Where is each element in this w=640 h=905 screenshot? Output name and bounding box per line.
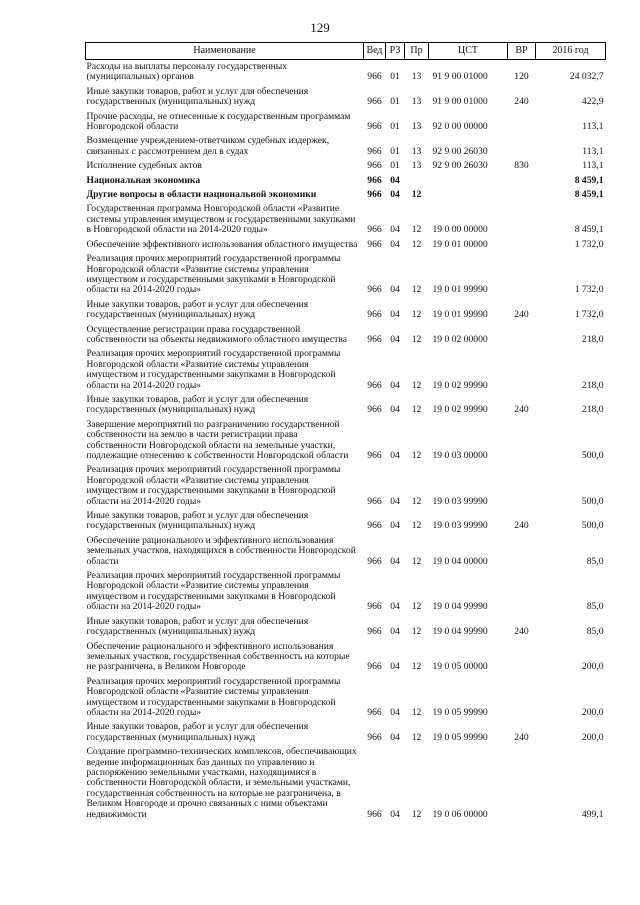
table-cell-pr: 12 [411,555,422,567]
table-cell-sum: 500,0 [581,495,604,507]
table-cell-sum: 113,1 [582,145,604,157]
table-cell-pr: 13 [411,71,422,83]
table-cell-vr: 240 [514,626,529,638]
table-cell-pr: 12 [411,238,422,250]
table-cell-name: Исполнение судебных актов [86,160,202,172]
table-cell-vr [508,418,536,464]
table-cell-vr [508,238,536,252]
table-cell-ved: 966 [367,404,382,416]
table-cell-cst: 19 0 04 99990 [432,601,488,613]
table-cell-vr [508,174,536,188]
table-cell-sum: 85,0 [586,626,604,638]
table-cell-vr: 240 [514,520,529,532]
table-cell-rz: 04 [390,706,400,718]
table-cell-pr: 13 [411,96,422,108]
table-cell-cst: 19 0 04 99990 [432,626,488,638]
table-cell-ved: 966 [367,495,382,507]
table-cell-vr [508,347,536,393]
table-cell-pr: 12 [411,731,422,743]
table-cell-name: Иные закупки товаров, работ и услуг для обеспечения государственных (муниципальных) нужд [86,721,309,743]
table-cell-sum: 200,0 [581,661,604,673]
table-cell-ved: 966 [367,450,382,461]
table-cell-pr: 12 [411,450,422,461]
table-cell-name: Иные закупки товаров, работ и услуг для обеспечения государственных (муниципальных) нужд [86,85,309,108]
table-cell-cst: 19 0 05 00000 [432,661,488,673]
table-row [86,188,606,202]
table-cell-cst: 19 0 00 00000 [432,224,488,236]
header-vr: ВР [508,43,536,60]
table-cell-ved: 966 [367,145,382,157]
header-sum: 2016 год [536,43,606,60]
table-cell-sum: 200,0 [581,706,604,718]
table-cell-ved: 966 [367,601,382,613]
table-cell-pr: 12 [411,661,422,673]
table-row [86,640,606,675]
table-cell-name: Иные закупки товаров, работ и услуг для обеспечения государственных (муниципальных) нужд [86,298,309,321]
table-cell-rz: 04 [390,333,400,345]
table-cell-name: Создание программно-технических комплексов, обеспечивающих ведение информационных баз данных по управлению и распоряжению земельными участками, находящимися в собственности Новгородской области, и земельными участками, государственная собственность на которые не разграничена, в Великом Новгороде и прочно связанных с ними объектами недвижимости [86,746,357,820]
table-cell-sum: 1 732,0 [574,284,604,296]
table-row [86,720,606,745]
table-cell-name: Возмещение учреждением-ответчиком судебных издержек, связанных с рассмотрением дел в судах [86,135,330,157]
table-row [86,174,606,188]
table-cell-ved: 966 [367,224,382,236]
table-cell-cst: 19 0 05 99990 [432,706,488,718]
table-cell-name: Обеспечение эффективного использования областного имущества [86,238,358,250]
table-row [86,202,606,237]
table-cell-ved: 966 [367,174,382,186]
table-cell-name: Реализация прочих мероприятий государственной программы Новгородской области «Развитие системы управления имуществом и государственными закупками в Новгородской области на 2014-2020 годы» [86,570,341,613]
table-cell-vr [508,323,536,348]
table-cell-pr: 12 [411,808,422,820]
table-row [86,463,606,509]
table-row [86,569,606,615]
table-cell-rz: 04 [390,450,400,461]
table-cell-cst: 91 9 00 01000 [432,96,488,108]
table-cell-sum: 499,1 [581,808,604,820]
table-cell-cst: 19 0 03 99990 [432,495,488,507]
table-cell-sum: 85,0 [586,555,604,567]
table-row [86,134,606,159]
table-cell-pr: 12 [411,626,422,638]
table-cell-cst: 19 0 02 99990 [432,404,488,416]
table-cell-pr: 12 [411,601,422,613]
table-cell-ved: 966 [367,706,382,718]
header-ved: Вед [364,43,386,60]
table-cell-cst: 19 0 01 99990 [432,309,488,321]
table-cell-vr [508,202,536,237]
table-cell-pr: 12 [411,284,422,296]
header-cst: ЦСТ [429,43,508,60]
table-row [86,298,606,323]
table-cell-rz: 01 [390,160,400,172]
table-row [86,393,606,418]
table-cell-sum: 218,0 [581,404,604,416]
table-cell-cst: 92 0 00 00000 [432,121,488,133]
table-cell-pr: 12 [411,404,422,416]
table-cell-sum: 113,1 [582,160,604,172]
table-cell-pr: 12 [411,495,422,507]
table-cell-pr: 12 [411,189,422,201]
table-cell-sum: 8 459,1 [574,224,604,236]
table-body [86,60,606,823]
table-row [86,60,606,85]
table-cell-vr: 240 [514,404,529,416]
table-cell-name: Обеспечение рационального и эффективного использования земельных участков, находящихся в собственности Новгородской области [86,534,356,567]
table-cell-sum: 85,0 [586,601,604,613]
table-cell-vr [508,675,536,721]
table-cell-cst: 19 0 02 99990 [432,379,488,391]
table-cell-ved: 966 [367,661,382,673]
table-cell-rz: 01 [390,121,400,133]
table-cell-ved: 966 [367,520,382,532]
table-cell-rz: 04 [390,379,400,391]
table-cell-name: Прочие расходы, не отнесенные к государственным программам Новгородской области [86,110,351,133]
table-cell-sum: 500,0 [581,520,604,532]
table-cell-sum: 8 459,1 [574,189,604,201]
table-cell-ved: 966 [367,121,382,133]
table-cell-cst: 19 0 05 99990 [432,731,488,743]
table-cell-pr: 12 [411,706,422,718]
table-cell-sum: 8 459,1 [574,174,604,186]
table-cell-cst: 19 0 03 00000 [432,450,488,461]
table-cell-vr [508,110,536,135]
table-cell-name: Иные закупки товаров, работ и услуг для обеспечения государственных (муниципальных) нужд [86,510,309,532]
table-cell-sum: 1 732,0 [574,309,604,321]
table-row [86,110,606,135]
table-cell-name: Другие вопросы в области национальной экономики [86,189,317,201]
table-row [86,534,606,569]
table-cell-rz: 04 [390,174,400,186]
table-cell-name: Реализация прочих мероприятий государственной программы Новгородской области «Развитие системы управления имуществом и государственными закупками в Новгородской области на 2014-2020 годы» [86,464,341,507]
table-cell-ved: 966 [367,284,382,296]
table-cell-ved: 966 [367,626,382,638]
table-cell-rz: 04 [390,495,400,507]
table-cell-sum: 200,0 [581,731,604,743]
table-cell-name: Иные закупки товаров, работ и услуг для обеспечения государственных (муниципальных) нужд [86,393,309,416]
table-cell-ved: 966 [367,808,382,820]
table-cell-ved: 966 [367,189,382,201]
table-row [86,159,606,173]
table-cell-name: Государственная программа Новгородской области «Развитие системы управления имуществом и государственными закупками в Новгородской области на 2014-2020 годы» [86,203,356,236]
table-cell-vr: 240 [514,731,529,743]
table-cell-cst: 19 0 03 99990 [432,520,488,532]
table-row [86,675,606,721]
table-cell-sum: 218,0 [581,333,604,345]
table-cell-rz: 01 [390,96,400,108]
table-header-row [86,43,606,60]
table-cell-cst: 92 9 00 26030 [432,160,488,172]
table-cell-vr [508,640,536,675]
header-rz: РЗ [386,43,405,60]
table-cell-name: Национальная экономика [86,174,201,186]
table-cell-vr [508,134,536,159]
table-cell-pr: 13 [411,160,422,172]
table-cell-sum: 218,0 [581,379,604,391]
table-cell-name: Иные закупки товаров, работ и услуг для обеспечения государственных (муниципальных) нужд [86,615,309,638]
table-cell-cst [429,174,508,188]
table-cell-ved: 966 [367,238,382,250]
table-cell-pr: 13 [411,145,422,157]
table-cell-vr: 120 [514,71,529,83]
table-cell-ved: 966 [367,731,382,743]
table-cell-vr: 830 [514,160,529,172]
table-cell-rz: 01 [390,145,400,157]
table-cell-ved: 966 [367,96,382,108]
table-row [86,347,606,393]
table-cell-name: Реализация прочих мероприятий государственной программы Новгородской области «Развитие системы управления имуществом и государственными закупками в Новгородской области на 2014-2020 годы» [86,253,341,296]
table-cell-sum: 422,9 [581,96,604,108]
table-cell-ved: 966 [367,379,382,391]
table-cell-vr [508,252,536,298]
table-cell-name: Реализация прочих мероприятий государственной программы Новгородской области «Развитие системы управления имуществом и государственными закупками в Новгородской области на 2014-2020 годы» [86,348,341,391]
table-cell-ved: 966 [367,309,382,321]
table-cell-name: Завершение мероприятий по разграничению государственной собственности на землю в части регистрации права собственности Новгородской области на земельные участки, подлежащие отнесению к собственности Новгородской области [86,418,349,461]
table-row [86,323,606,348]
table-cell-rz: 04 [390,601,400,613]
budget-table [85,42,606,822]
table-cell-cst: 19 0 01 00000 [432,238,488,250]
table-cell-vr [508,745,536,822]
table-cell-rz: 04 [390,555,400,567]
table-cell-cst: 91 9 00 01000 [432,71,488,83]
table-cell-ved: 966 [367,71,382,83]
table-cell-pr: 13 [411,121,422,133]
table-cell-vr [508,534,536,569]
table-cell-cst [429,188,508,202]
table-cell-rz: 04 [390,224,400,236]
table-cell-rz: 04 [390,189,400,201]
table-cell-pr [405,174,429,188]
table-cell-rz: 04 [390,238,400,250]
table-cell-cst: 92 9 00 26030 [432,145,488,157]
table-cell-vr [508,569,536,615]
table-cell-pr: 12 [411,520,422,532]
table-cell-sum: 1 732,0 [574,238,604,250]
table-row [86,745,606,822]
table-cell-pr: 12 [411,379,422,391]
table-row [86,252,606,298]
table-cell-rz: 01 [390,71,400,83]
table-cell-cst: 19 0 02 00000 [432,333,488,345]
table-cell-name: Расходы на выплаты персоналу государственных (муниципальных) органов [86,61,288,83]
header-pr: Пр [405,43,429,60]
table-cell-vr [508,188,536,202]
table-cell-sum: 500,0 [581,450,604,461]
table-cell-ved: 966 [367,555,382,567]
table-row [86,85,606,110]
table-cell-vr: 240 [514,309,529,321]
table-cell-sum: 113,1 [582,121,604,133]
table-cell-pr: 12 [411,309,422,321]
page-number: 129 [310,20,330,35]
table-cell-rz: 04 [390,520,400,532]
table-cell-name: Реализация прочих мероприятий государственной программы Новгородской области «Развитие системы управления имуществом и государственными закупками в Новгородской области на 2014-2020 годы» [86,675,341,718]
table-cell-name: Осуществление регистрации права государственной собственности на объекты недвижимого областного имущества [86,323,348,345]
table-cell-sum: 24 032,7 [569,71,604,83]
table-cell-rz: 04 [390,661,400,673]
table-cell-vr: 240 [514,96,529,108]
table-row [86,509,606,534]
table-cell-name: Обеспечение рационального и эффективного использования земельных участков, государственная собственность на которые не разграничена, в Великом Новгороде [86,640,350,673]
table-cell-pr: 12 [411,224,422,236]
table-cell-rz: 04 [390,808,400,820]
table-cell-cst: 19 0 04 00000 [432,555,488,567]
table-row [86,418,606,464]
table-cell-ved: 966 [367,333,382,345]
table-cell-ved: 966 [367,160,382,172]
table-cell-rz: 04 [390,404,400,416]
table-cell-cst: 19 0 06 00000 [432,808,488,820]
table-cell-pr: 12 [411,333,422,345]
table-cell-rz: 04 [390,626,400,638]
table-cell-vr [508,463,536,509]
table-cell-rz: 04 [390,284,400,296]
table-row [86,615,606,640]
table-row [86,238,606,252]
header-name: Наименование [86,43,364,60]
table-cell-cst: 19 0 01 99990 [432,284,488,296]
table-cell-rz: 04 [390,731,400,743]
table-cell-rz: 04 [390,309,400,321]
